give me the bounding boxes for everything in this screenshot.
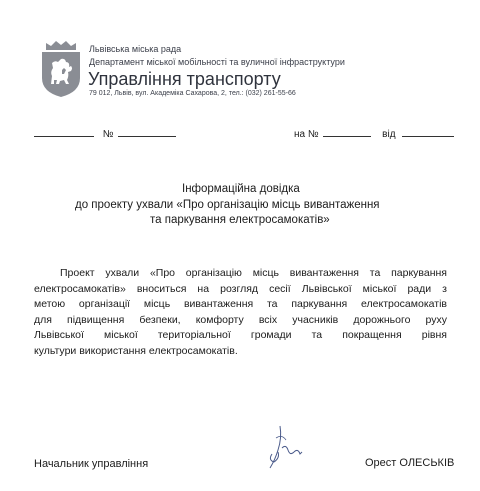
handwritten-signature [258,418,318,478]
date-blank [34,126,94,137]
body-line: Проект ухвали «Про організацію місць вивантаження та паркування [60,267,447,279]
reply-number-blank [323,126,371,137]
document-heading: Інформаційна довідка [182,183,300,195]
outgoing-registration [34,126,176,140]
document-subject-line-1: до проекту ухвали «Про організацію місць вивантаження [75,199,380,211]
signatory-name: Орест ОЛЕСЬКІВ [365,457,455,469]
document-subject-line-2: та паркування електросамокатів» [150,214,330,226]
body-line: електросамокатів» вноситься на розгляд сесії Львівської міської ради з [34,282,447,295]
signatory-role: Начальник управління [34,458,149,470]
number-sign: № [102,129,114,140]
document-body [34,266,447,359]
body-line: для підвищення безпеки, комфорту всіх учасників дорожнього руху [34,313,447,326]
city-council-name: Львівська міська рада [89,44,182,54]
incoming-registration [294,126,454,140]
body-line: Львівської міської територіальної громади та покращення рівня [34,329,447,341]
body-line: метою організації місць вивантаження та паркування електросамокатів [34,298,447,310]
department-name: Департамент міської мобільності та вуличної інфраструктури [89,57,345,67]
office-address: 79 012, Львів, вул. Академіка Сахарова, 2, тел.: (032) 261-55-66 [89,90,296,97]
reply-number-label: на № [294,129,319,140]
reply-date-blank [402,126,454,137]
lviv-coat-of-arms-icon [38,40,84,98]
reply-date-label: від [382,129,396,140]
number-blank [118,126,176,137]
body-line: культури використання електросамокатів. [34,344,238,357]
office-title: Управління транспорту [88,69,281,89]
